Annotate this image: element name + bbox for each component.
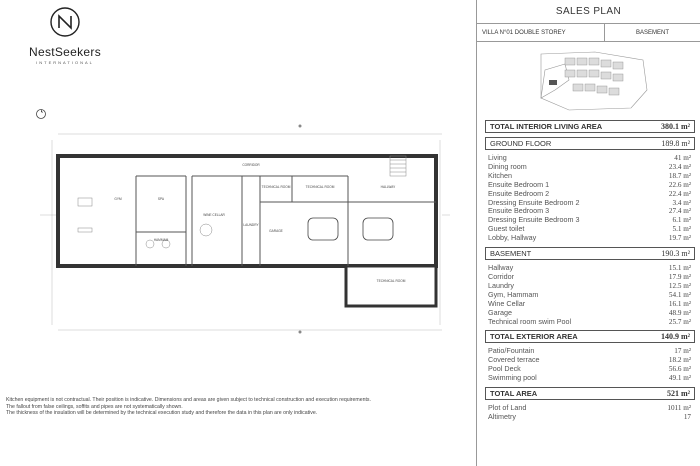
area-row: Gym, Hammam 54.1 m² [488,289,691,299]
interior-total-value: 380.1 m² [660,122,690,131]
level-name: BASEMENT [635,30,669,36]
area-schedule [485,120,695,422]
site-keymap [535,50,653,112]
logo [20,6,110,65]
room-label-wine-cellar: WINE CELLAR [203,213,225,217]
logo-mark-icon [49,6,81,38]
panel-title: SALES PLAN [477,0,700,24]
room-label-laundry: LAUNDRY [243,223,259,227]
area-row: Pool Deck 56.6 m² [488,364,691,374]
note-line: The thickness of the insulation will be determined by the technical execution study and therefore the data in this plan are only indicative. [6,410,318,417]
note-line: Kitchen equipment is not contractual. Their position is indicative. Dimensions and areas are given subject to technical construction and execution requirements. [6,397,371,403]
room-label-technical-room-pool: TECHNICAL ROOM [376,279,406,283]
exterior-total-label: TOTAL EXTERIOR AREA [490,332,578,342]
area-row: Plot of Land 1011 m² [488,403,691,413]
brand-subtitle: INTERNATIONAL [36,60,94,65]
ground-floor-label: GROUND FLOOR [490,139,552,148]
ground-floor-box [485,137,695,150]
interior-total-label: TOTAL INTERIOR LIVING AREA [490,122,603,131]
exterior-total-box [485,330,695,343]
panel-subheader [477,24,700,42]
area-row: Kitchen 18.7 m² [488,170,691,180]
room-label-technical-room-1: TECHNICAL ROOM [261,185,291,189]
note-line: The fallout from false ceilings, soffits and pipes are not systematically shown. [6,403,183,410]
area-row: Wine Cellar 16.1 m² [488,298,691,308]
brand-name: NestSeekers [29,45,101,59]
disclaimer-notes [6,397,466,417]
area-row: Guest toilet 5.1 m² [488,224,691,234]
area-row: Covered terrace 18.2 m² [488,355,691,365]
floor-plan [30,120,450,340]
area-row: Swimming pool 49.1 m² [488,373,691,383]
area-row: Hallway 15.1 m² [488,263,691,273]
room-label-technical-room-2: TECHNICAL ROOM [305,185,335,189]
total-area-value: 521 m² [666,389,690,399]
ground-floor-value: 189.8 m² [661,139,690,148]
area-row: Ensuite Bedroom 2 22.4 m² [488,188,691,198]
basement-value: 190.3 m² [661,249,690,259]
room-label-hallway: HALLWAY [380,185,396,189]
sales-plan-panel [476,0,700,466]
area-row: Altimetry 17 [488,411,691,421]
interior-total-box [485,120,695,133]
exterior-total-value: 140.9 m² [660,332,690,342]
basement-box [485,247,695,260]
area-row: Patio/Fountain 17 m² [488,346,691,356]
area-row: Dressing Ensuite Bedroom 3 6.1 m² [488,215,691,225]
room-label-garage: GARAGE [269,229,283,233]
basement-label: BASEMENT [490,249,532,259]
room-label-spa: SPA [157,197,165,201]
area-row: Ensuite Bedroom 1 22.6 m² [488,179,691,189]
total-area-box [485,387,695,400]
area-row: Lobby, Hallway 19.7 m² [488,233,691,243]
area-row: Dining room 23.4 m² [488,161,691,171]
area-row: Living 41 m² [488,153,691,162]
area-row: Dressing Ensuite Bedroom 2 3.4 m² [488,197,691,207]
area-row: Corridor 17.9 m² [488,271,691,281]
area-row: Technical room swim Pool 25.7 m² [488,316,691,326]
north-arrow-icon [35,108,47,120]
total-area-label: TOTAL AREA [490,389,538,399]
area-row: Laundry 12.5 m² [488,280,691,290]
villa-name: VILLA N°01 DOUBLE STOREY [477,24,605,41]
room-label-hammam: HAMMAM [153,238,169,242]
room-label-corridor: CORRIDOR [242,163,260,167]
room-label-gym: GYM [114,197,122,201]
area-row: Garage 48.9 m² [488,307,691,317]
area-row: Ensuite Bedroom 3 27.4 m² [488,206,691,216]
